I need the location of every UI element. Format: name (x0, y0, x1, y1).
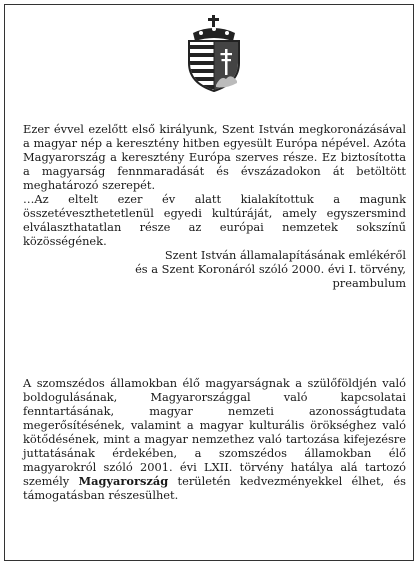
law-paragraph (23, 376, 406, 502)
law-text-bold: Magyarország (78, 474, 169, 488)
document-frame (4, 4, 414, 561)
law-text (23, 376, 406, 502)
citation-line-1: Szent István államalapításának emlékéről (164, 248, 406, 262)
citation-line-3: preambulum (332, 276, 406, 290)
preamble-paragraph-2: …Az eltelt ezer év alatt kialakítottuk a magunk összetéveszthetetlenül egyedi kultúráját, amely egyszersmind elválaszthatatlan része az európai nemzetek sokszínű közösségének. (23, 192, 406, 248)
law-text-after: területén kedvezményekkel élhet, és támogatásban részesülhet. (23, 474, 406, 502)
holy-crown-crest-icon (181, 13, 247, 93)
citation-line-2: és a Szent Koronáról szóló 2000. évi I. törvény, (135, 262, 406, 276)
law-text-before: A szomszédos államokban élő magyarságnak a szülőföldjén való boldogulásának, Magyarországgal való kapcsolatai fenntartásának, magyar nemzeti azonosságtudata megerősítésének, valamint a magyar kulturális örökséghez való kötődésének, mint a magyar nemzethez való tartozása kifejezésre juttatásának érdekében, a szomszédos államokban élő magyarokról szóló 2001. évi LXII. törvény hatálya alá tartozó személy (23, 376, 406, 488)
preamble-quote (23, 122, 406, 290)
preamble-paragraph-1: Ezer évvel ezelőtt első királyunk, Szent István megkoronázásával a magyar nép a keresztény hitben egyesült Európa népével. Azóta Magyarország a keresztény Európa szerves része. Ez biztosította a magyarság fennmaradását és évszázadokon át betöltött meghatározó szerepét. (23, 122, 406, 192)
